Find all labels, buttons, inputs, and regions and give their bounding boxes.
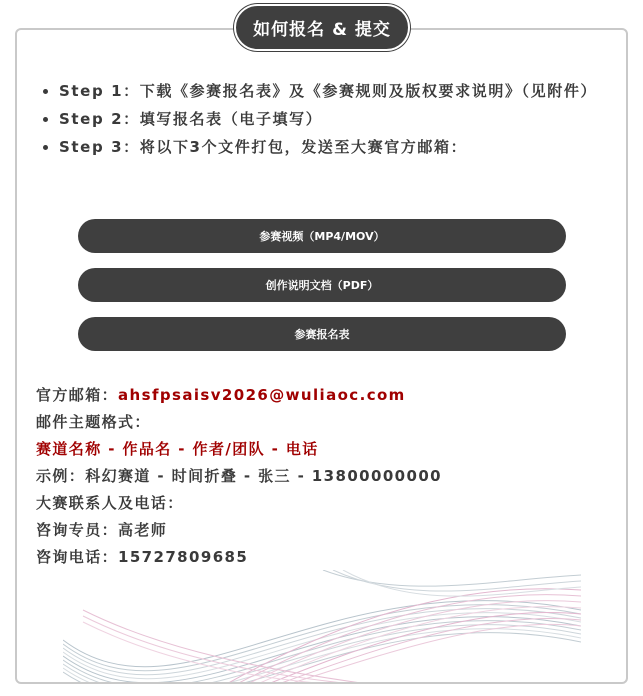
step-text: 将以下3个文件打包，发送至大赛官方邮箱： xyxy=(139,138,468,156)
file-form-label: 参赛报名表 xyxy=(294,328,350,341)
contact-info xyxy=(36,382,616,571)
section-title-badge xyxy=(234,4,410,51)
step-label: Step 1： xyxy=(59,82,140,100)
step-label: Step 2： xyxy=(59,110,140,128)
email-label: 官方邮箱： xyxy=(36,386,119,404)
step-text: 下载《参赛报名表》及《参赛规则及版权要求说明》（见附件） xyxy=(139,82,598,100)
step-item-1 xyxy=(39,80,619,103)
step-text: 填写报名表（电子填写） xyxy=(139,110,323,128)
step-label: Step 3： xyxy=(59,138,140,156)
consultant-phone: 咨询电话：15727809685 xyxy=(36,548,249,566)
subject-label: 邮件主题格式： xyxy=(36,413,151,431)
file-video-label: 参赛视频（MP4/MOV） xyxy=(259,230,385,243)
contact-heading: 大赛联系人及电话： xyxy=(36,494,184,512)
file-video-button[interactable] xyxy=(78,219,566,253)
file-form-button[interactable] xyxy=(78,317,566,351)
decorative-wave-lines xyxy=(63,570,581,684)
step-item-2 xyxy=(39,108,619,131)
email-line xyxy=(36,382,616,409)
step-item-3 xyxy=(39,136,619,159)
subject-example: 示例：科幻赛道 - 时间折叠 - 张三 - 13800000000 xyxy=(36,467,443,485)
section-title: 如何报名 & 提交 xyxy=(253,20,391,40)
steps-list xyxy=(39,80,619,164)
subject-format: 赛道名称 - 作品名 - 作者/团队 - 电话 xyxy=(36,440,319,458)
content-card xyxy=(15,28,628,684)
file-doc-label: 创作说明文档（PDF） xyxy=(265,279,379,292)
file-doc-button[interactable] xyxy=(78,268,566,302)
consultant-name: 咨询专员：高老师 xyxy=(36,521,168,539)
email-link[interactable]: ahsfpsaisv2026@wuliaoc.com xyxy=(118,386,406,404)
